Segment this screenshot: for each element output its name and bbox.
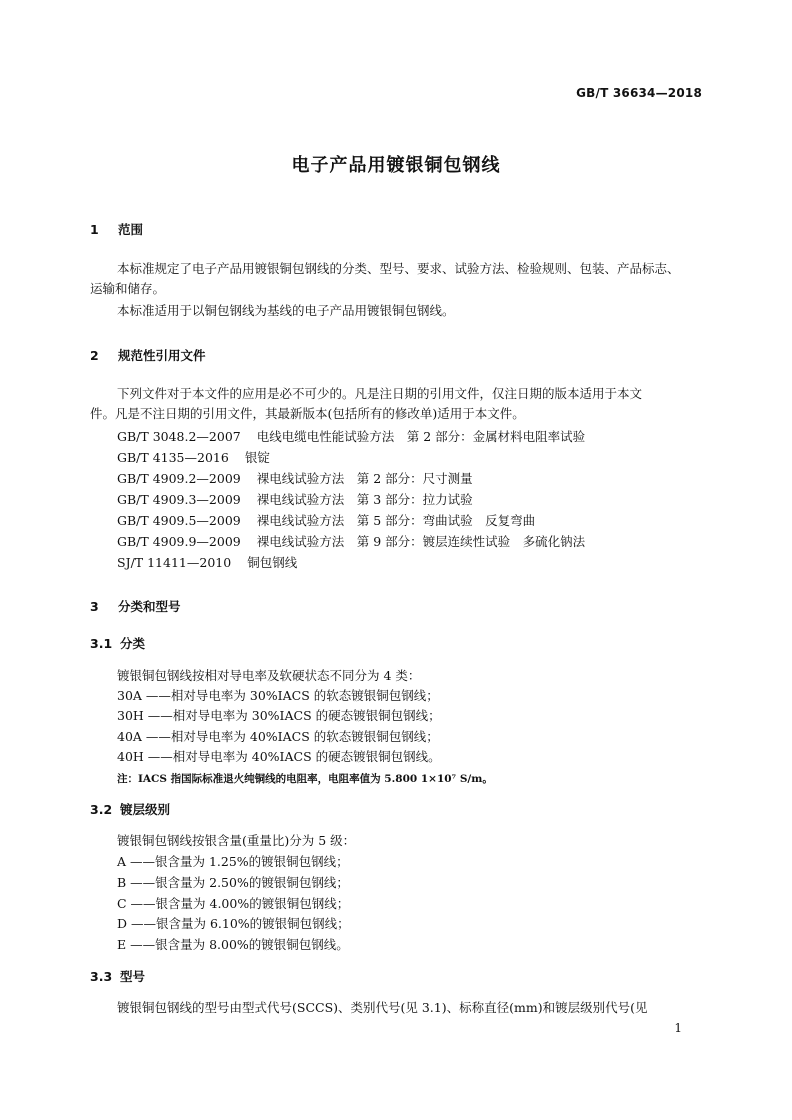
section-title: 分类和型号 <box>118 599 181 614</box>
section-2-heading <box>90 346 206 364</box>
reference-title: 电线电缆电性能试验方法 第 2 部分：金属材料电阻率试验 <box>256 429 586 444</box>
reference-title: 裸电线试验方法 第 3 部分：拉力试验 <box>256 492 473 507</box>
coating-item: C ——银含量为 4.00%的镀银铜包钢线； <box>117 896 350 911</box>
reference-item <box>117 532 585 552</box>
reference-item <box>117 511 535 531</box>
text-line: 本标准规定了电子产品用镀银铜包钢线的分类、型号、要求、试验方法、检验规则、包装、产品标志、 <box>117 261 680 276</box>
reference-code: GB/T 4909.3—2009 <box>117 492 241 507</box>
reference-code: GB/T 4909.5—2009 <box>117 513 241 528</box>
section-3-3-heading <box>90 967 145 985</box>
section-2-paragraph-1 <box>90 384 702 424</box>
reference-code: GB/T 3048.2—2007 <box>117 429 241 444</box>
section-3-heading <box>90 597 181 615</box>
section-number: 3.3 <box>90 969 113 984</box>
reference-item <box>117 553 297 573</box>
section-title: 分类 <box>120 636 146 651</box>
reference-item <box>117 490 473 510</box>
section-1-paragraph-1 <box>90 259 702 299</box>
section-1-paragraph-2: 本标准适用于以铜包钢线为基线的电子产品用镀银铜包钢线。 <box>117 303 455 318</box>
text-line: 运输和储存。 <box>90 281 166 296</box>
section-number: 2 <box>90 348 99 363</box>
section-title: 范围 <box>118 222 144 237</box>
coating-item: E ——银含量为 8.00%的镀银铜包钢线。 <box>117 937 349 952</box>
section-number: 3.2 <box>90 802 113 817</box>
reference-item <box>117 448 270 468</box>
coating-intro: 镀银铜包钢线按银含量(重量比)分为 5 级： <box>117 833 356 848</box>
classification-item: 40A ——相对导电率为 40%IACS 的软态镀银铜包钢线； <box>117 729 439 744</box>
note: 注：IACS 指国际标准退火纯铜线的电阻率，电阻率值为 5.800 1×10⁷ S/m。 <box>117 773 493 785</box>
classification-item: 30A ——相对导电率为 30%IACS 的软态镀银铜包钢线； <box>117 688 439 703</box>
document-title: 电子产品用镀银铜包钢线 <box>291 155 501 176</box>
reference-code: GB/T 4135—2016 <box>117 450 229 465</box>
reference-title: 裸电线试验方法 第 9 部分：镀层连续性试验 多硫化钠法 <box>256 534 586 549</box>
classification-item: 30H ——相对导电率为 30%IACS 的硬态镀银铜包钢线； <box>117 708 441 723</box>
classification-item: 40H ——相对导电率为 40%IACS 的硬态镀银铜包钢线。 <box>117 749 441 764</box>
classification-intro: 镀银铜包钢线按相对导电率及软硬状态不同分为 4 类： <box>117 668 421 683</box>
coating-item: B ——银含量为 2.50%的镀银铜包钢线； <box>117 875 349 890</box>
reference-code: SJ/T 11411—2010 <box>117 555 232 570</box>
reference-item <box>117 427 585 447</box>
reference-title: 裸电线试验方法 第 2 部分：尺寸测量 <box>256 471 473 486</box>
reference-title: 裸电线试验方法 第 5 部分：弯曲试验 反复弯曲 <box>256 513 536 528</box>
reference-code: GB/T 4909.2—2009 <box>117 471 241 486</box>
text-line: 下列文件对于本文件的应用是必不可少的。凡是注日期的引用文件，仅注日期的版本适用于本文 <box>117 386 643 401</box>
page-number: 1 <box>674 1021 682 1035</box>
section-1-heading <box>90 220 143 238</box>
section-number: 1 <box>90 222 99 237</box>
section-title: 镀层级别 <box>120 802 171 817</box>
coating-item: D ——银含量为 6.10%的镀银铜包钢线； <box>117 916 350 931</box>
reference-item <box>117 469 473 489</box>
reference-title: 铜包钢线 <box>247 555 298 570</box>
standard-code: GB/T 36634—2018 <box>576 86 702 100</box>
reference-code: GB/T 4909.9—2009 <box>117 534 241 549</box>
coating-item: A ——银含量为 1.25%的镀银铜包钢线； <box>117 854 349 869</box>
section-title: 规范性引用文件 <box>118 348 206 363</box>
model-paragraph: 镀银铜包钢线的型号由型式代号(SCCS)、类别代号(见 3.1)、标称直径(mm)和镀层级别代号(见 <box>117 1000 648 1015</box>
section-number: 3 <box>90 599 99 614</box>
section-3-2-heading <box>90 800 170 818</box>
section-number: 3.1 <box>90 636 113 651</box>
section-title: 型号 <box>120 969 146 984</box>
section-3-1-heading <box>90 634 145 652</box>
reference-title: 银锭 <box>244 450 270 465</box>
text-line: 件。凡是不注日期的引用文件，其最新版本(包括所有的修改单)适用于本文件。 <box>90 406 525 421</box>
